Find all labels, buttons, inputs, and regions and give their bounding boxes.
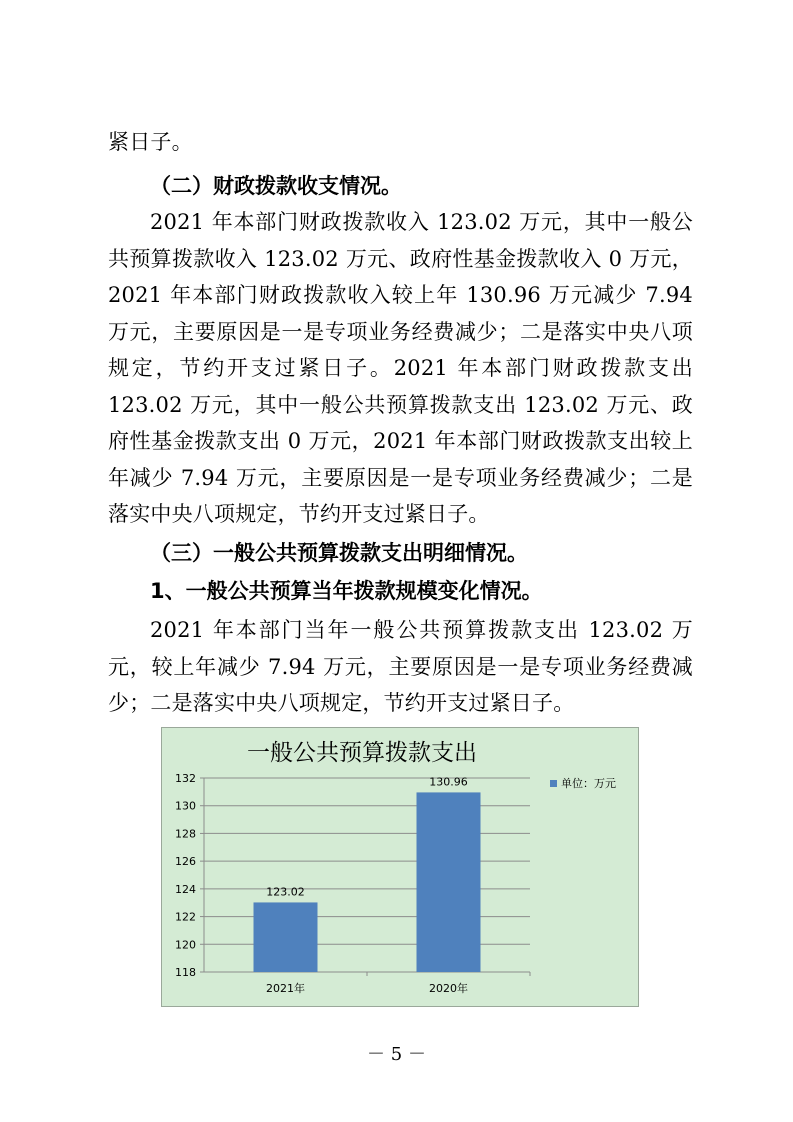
bar-chart (161, 727, 639, 1007)
bar (417, 792, 481, 972)
y-tick-label: 120 (175, 938, 196, 952)
paragraph-general-budget: 2021 年本部门当年一般公共预算拨款支出 123.02 万元，较上年减少 7.94 万元，主要原因是一是专项业务经费减少；二是落实中央八项规定，节约开支过紧日子。 (108, 618, 693, 715)
chart-plot (162, 728, 638, 1006)
data-label: 123.02 (266, 885, 305, 899)
section-heading-2: （二）财政拨款收支情况。 (150, 174, 402, 198)
y-tick-label: 122 (175, 910, 196, 924)
y-tick-label: 118 (175, 966, 196, 979)
data-label: 130.96 (429, 775, 468, 789)
y-tick-label: 130 (175, 799, 196, 813)
y-tick-label: 128 (175, 827, 196, 841)
bar (254, 902, 318, 972)
y-tick-label: 132 (175, 772, 196, 785)
x-tick-label: 2021年 (266, 982, 305, 995)
y-tick-label: 126 (175, 855, 196, 869)
legend-label: 单位：万元 (561, 777, 616, 790)
chart-title: 一般公共预算拨款支出 (247, 740, 477, 766)
legend-swatch (550, 780, 557, 787)
paragraph-fiscal-appropriation: 2021 年本部门财政拨款收入 123.02 万元，其中一般公共预算拨款收入 123.02 万元、政府性基金拨款收入 0 万元，2021 年本部门财政拨款收入较上年 130.96 万元减少 7.94 万元，主要原因是一是专项业务经费减少；二是落实中央八项规定，节约开支过紧日子。2021 年本部门财政拨款支出 123.02 万元，其中一般公共预算拨款支出 123.02 万元、政府性基金拨款支出 0 万元，2021 年本部门财政拨款支出较上年减少 7.94 万元，主要原因是一是专项业务经费减少；二是落实中央八项规定，节约开支过紧日子。 (108, 210, 693, 526)
subsection-heading-3-1: 1、一般公共预算当年拨款规模变化情况。 (150, 579, 543, 603)
y-tick-label: 124 (175, 882, 196, 896)
x-tick-label: 2020年 (429, 982, 468, 995)
page-number: － 5 － (367, 1044, 426, 1065)
section-heading-3: （三）一般公共预算拨款支出明细情况。 (150, 541, 528, 565)
text-line-continued: 紧日子。 (108, 130, 193, 154)
chart-legend (550, 775, 616, 791)
